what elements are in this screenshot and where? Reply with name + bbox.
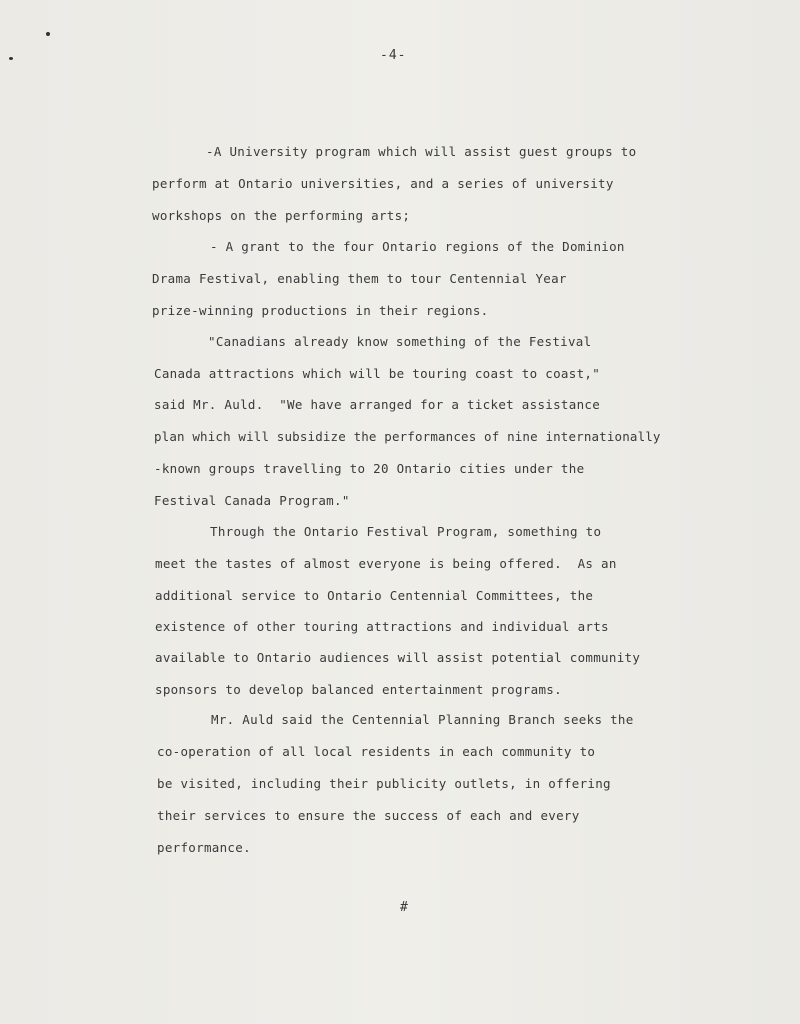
text-line: Drama Festival, enabling them to tour Centennial Year (152, 271, 567, 286)
ink-speck (9, 57, 13, 60)
text-line: existence of other touring attractions and individual arts (155, 619, 609, 634)
text-line: be visited, including their publicity outlets, in offering (157, 776, 611, 791)
text-line: said Mr. Auld. "We have arranged for a ticket assistance (154, 397, 601, 412)
text-line: Festival Canada Program." (154, 493, 350, 508)
text-line: Mr. Auld said the Centennial Planning Branch seeks the (211, 712, 634, 727)
page-number: -4- (380, 48, 407, 63)
text-line: available to Ontario audiences will assist potential community (155, 650, 641, 665)
text-line: perform at Ontario universities, and a series of university (152, 176, 614, 191)
text-line: - A grant to the four Ontario regions of the Dominion (210, 239, 625, 254)
text-line: additional service to Ontario Centennial Committees, the (155, 588, 594, 603)
text-line: -A University program which will assist guest groups to (206, 144, 637, 159)
text-line: "Canadians already know something of the Festival (208, 334, 592, 349)
text-line: plan which will subsidize the performances of nine internationally (154, 429, 661, 444)
text-line: workshops on the performing arts; (152, 208, 411, 223)
text-line: co-operation of all local residents in each community to (157, 744, 596, 759)
text-line: prize-winning productions in their regions. (152, 303, 489, 318)
text-line: -known groups travelling to 20 Ontario cities under the (154, 461, 585, 476)
ink-speck (46, 32, 50, 36)
text-line: Canada attractions which will be touring coast to coast," (154, 366, 601, 381)
text-line: Through the Ontario Festival Program, something to (210, 524, 602, 539)
text-line: their services to ensure the success of each and every (157, 808, 580, 823)
text-line: sponsors to develop balanced entertainment programs. (155, 682, 562, 697)
text-line: performance. (157, 840, 251, 855)
end-mark: # (400, 900, 408, 915)
text-line: meet the tastes of almost everyone is being offered. As an (155, 556, 617, 571)
